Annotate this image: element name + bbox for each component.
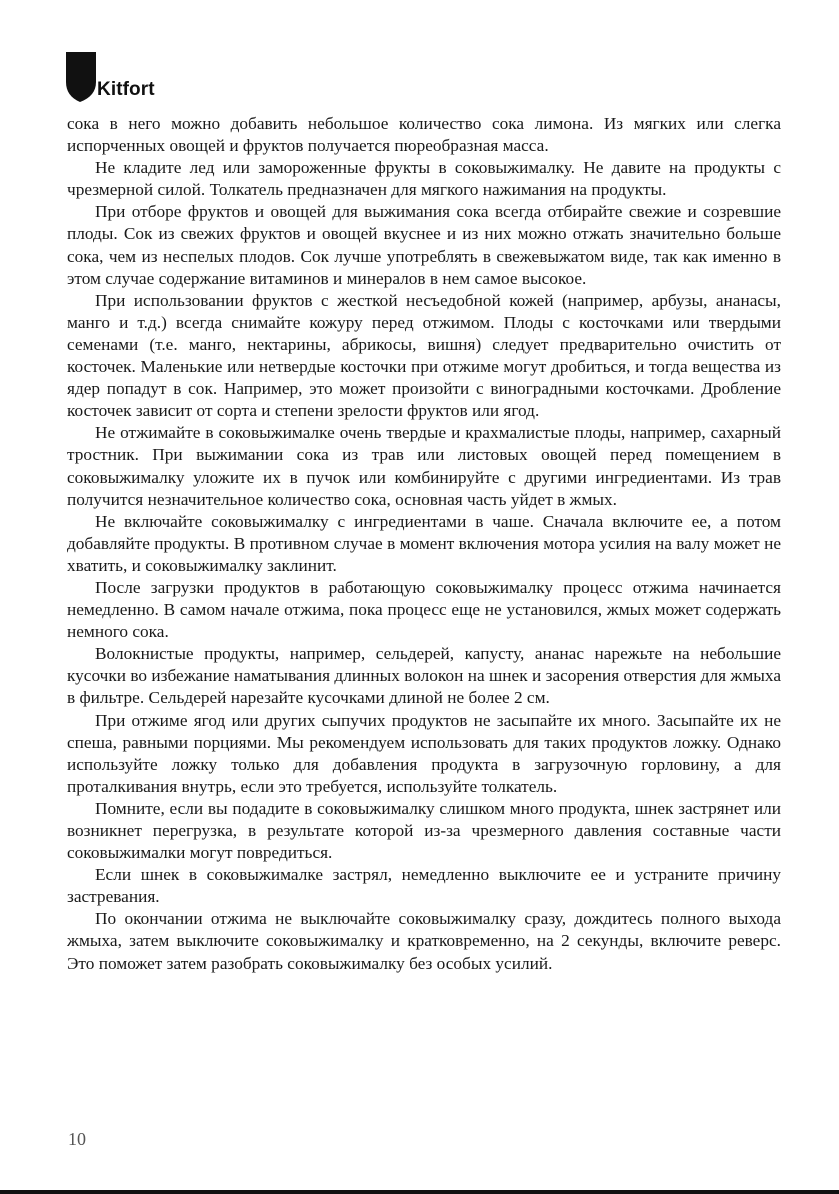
paragraph: Если шнек в соковыжималке застрял, немедленно выключите ее и устраните причину застревания. (67, 865, 781, 907)
paragraph: Не отжимайте в соковыжималке очень твердые и крахмалистые плоды, например, сахарный тростник. При выжимании сока из трав или листовых овощей перед помещением в соковыжималку уложите их в пучок или комбинируйте с другими ингредиентами. Из трав получится незначительное количество сока, основная часть уйдет в жмых. (67, 423, 781, 509)
document-body (67, 113, 781, 975)
bottom-divider (0, 1190, 839, 1194)
paragraph: Не включайте соковыжималку с ингредиентами в чаше. Сначала включите ее, а потом добавляйте продукты. В противном случае в момент включения мотора усилия на валу может не хватить, и соковыжималку заклинит. (67, 511, 781, 575)
kitfort-logo-icon (66, 52, 96, 102)
paragraph: По окончании отжима не выключайте соковыжималку сразу, дождитесь полного выхода жмыха, затем выключите соковыжималку и кратковременно, на 2 секунды, включите реверс. Это поможет затем разобрать соковыжималку без особых усилий. (67, 909, 781, 973)
paragraph: При отжиме ягод или других сыпучих продуктов не засыпайте их много. Засыпайте их не спеша, равными порциями. Мы рекомендуем использовать для таких продуктов ложку. Однако используйте ложку только для добавления продукта в загрузочную горловину, а для проталкивания внутрь, если это требуется, используйте толкатель. (67, 710, 781, 796)
page-number: 10 (68, 1129, 86, 1149)
paragraph: При отборе фруктов и овощей для выжимания сока всегда отбирайте свежие и созревшие плоды. Сок из свежих фруктов и овощей вкуснее и из них можно отжать значительно больше сока, чем из неспелых плодов. Сок лучше употреблять в свежевыжатом виде, так как именно в этом случае содержание витаминов и минералов в нем самое высокое. (67, 202, 781, 288)
brand-logo (66, 52, 155, 102)
paragraph: Не кладите лед или замороженные фрукты в соковыжималку. Не давите на продукты с чрезмерной силой. Толкатель предназначен для мягкого нажимания на продукты. (67, 158, 781, 200)
brand-name: Kitfort (97, 79, 155, 100)
paragraph: Помните, если вы подадите в соковыжималку слишком много продукта, шнек застрянет или возникнет перегрузка, в результате которой из-за чрезмерного давления составные части соковыжималки могут повредиться. (67, 798, 781, 863)
paragraph: После загрузки продуктов в работающую соковыжималку процесс отжима начинается немедленно. В самом начале отжима, пока процесс еще не установился, жмых может содержать немного сока. (67, 577, 781, 642)
paragraph: Волокнистые продукты, например, сельдерей, капусту, ананас нарежьте на небольшие кусочки во избежание наматывания длинных волокон на шнек и засорения отверстия для жмыха в фильтре. Сельдерей нарезайте кусочками длиной не более 2 см. (67, 644, 781, 708)
paragraph: сока в него можно добавить небольшое количество сока лимона. Из мягких или слегка испорченных овощей и фруктов получается пюреобразная масса. (67, 114, 781, 156)
paragraph: При использовании фруктов с жесткой несъедобной кожей (например, арбузы, ананасы, манго и т.д.) всегда снимайте кожуру перед отжимом. Плоды с косточками или твердыми семенами (т.е. манго, нектарины, абрикосы, вишня) следует предварительно очистить от косточек. Маленькие или нетвердые косточки при отжиме могут дробиться, и тогда вещества из ядер попадут в сок. Например, это может произойти с виноградными косточками. Дробление косточек зависит от сорта и степени зрелости фруктов или ягод. (67, 290, 781, 421)
